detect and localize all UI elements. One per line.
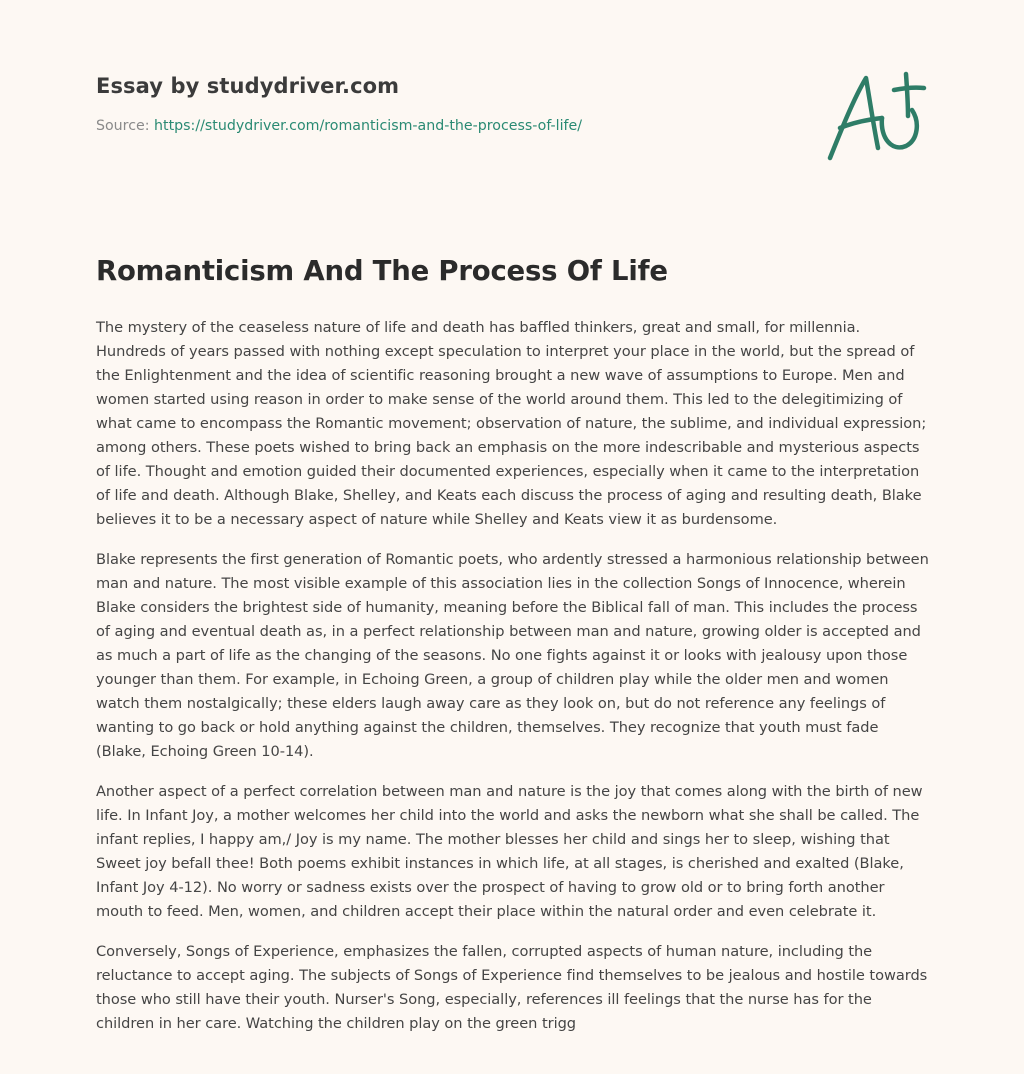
page-header <box>96 74 796 134</box>
source-link[interactable]: https://studydriver.com/romanticism-and-the-process-of-life/ <box>154 118 583 134</box>
source-label: Source: <box>96 118 150 134</box>
essay-title: Romanticism And The Process Of Life <box>96 255 668 287</box>
source-line <box>96 118 796 134</box>
essay-paragraph: The mystery of the ceaseless nature of life and death has baffled thinkers, great and small, for millennia. Hundreds of years passed with nothing except speculation to interpret your place in the world, but the spread of the Enlightenment and the idea of scientific reasoning brought a new wave of assumptions to Europe. Men and women started using reason in order to make sense of the world around them. This led to the delegitimizing of what came to encompass the Romantic movement; observation of nature, the sublime, and individual expression; among others. These poets wished to bring back an emphasis on the more indescribable and mysterious aspects of life. Thought and emotion guided their documented experiences, especially when it came to the interpretation of life and death. Although Blake, Shelley, and Keats each discuss the process of aging and resulting death, Blake believes it to be a necessary aspect of nature while Shelley and Keats view it as burdensome. <box>96 319 927 528</box>
a-plus-logo-icon <box>820 66 930 166</box>
essay-body <box>96 316 930 1052</box>
essay-paragraph: Blake represents the first generation of Romantic poets, who ardently stressed a harmonious relationship between man and nature. The most visible example of this association lies in the collection Songs of Innocence, wherein Blake considers the brightest side of humanity, meaning before the Biblical fall of man. This includes the process of aging and eventual death as, in a perfect relationship between man and nature, growing older is accepted and as much a part of life as the changing of the seasons. No one fights against it or looks with jealousy upon those younger than them. For example, in Echoing Green, a group of children play while the older men and women watch them nostalgically; these elders laugh away care as they look on, but do not reference any feelings of wanting to go back or hold anything against the children, themselves. They recognize that youth must fade (Blake, Echoing Green 10-14). <box>96 551 929 760</box>
essay-paragraph: Conversely, Songs of Experience, emphasizes the fallen, corrupted aspects of human nature, including the reluctance to accept aging. The subjects of Songs of Experience find themselves to be jealous and hostile towards those who still have their youth. Nurser's Song, especially, references ill feelings that the nurse has for the children in her care. Watching the children play on the green trigg <box>96 943 928 1032</box>
site-title: Essay by studydriver.com <box>96 74 400 98</box>
essay-paragraph: Another aspect of a perfect correlation between man and nature is the joy that comes along with the birth of new life. In Infant Joy, a mother welcomes her child into the world and asks the newborn what she shall be called. The infant replies, I happy am,/ Joy is my name. The mother blesses her child and sings her to sleep, wishing that Sweet joy befall thee! Both poems exhibit instances in which life, at all stages, is cherished and exalted (Blake, Infant Joy 4-12). No worry or sadness exists over the prospect of having to grow old or to bring forth another mouth to feed. Men, women, and children accept their place within the natural order and even celebrate it. <box>96 783 923 920</box>
